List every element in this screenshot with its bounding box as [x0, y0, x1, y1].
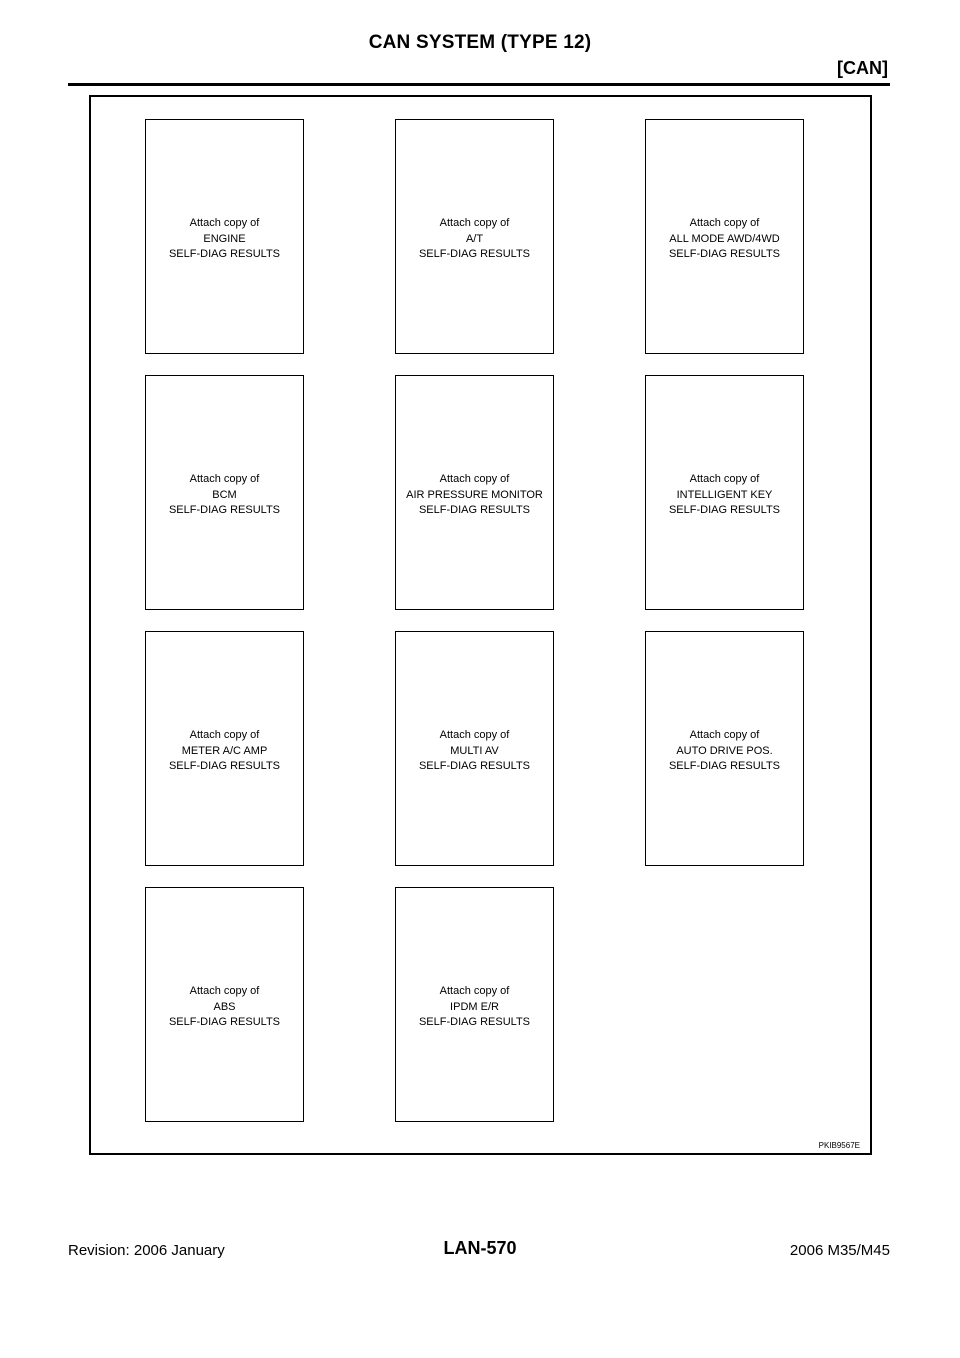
slot-text: [390, 728, 559, 775]
slot-line: Attach copy of: [189, 217, 260, 229]
slot-module-name: AUTO DRIVE POS.: [676, 744, 773, 757]
slot-module-name: METER A/C AMP: [181, 744, 268, 757]
slot-line: SELF-DIAG RESULTS: [168, 1016, 281, 1028]
slot-line: SELF-DIAG RESULTS: [418, 760, 531, 772]
attach-slot-intelligent-key: [645, 375, 804, 610]
header-rule: [68, 83, 890, 86]
slot-text: [640, 216, 809, 263]
slot-text: [640, 472, 809, 519]
slot-module-name: BCM: [212, 488, 237, 501]
slot-module-name: A/T: [465, 232, 484, 245]
slot-module-name: IPDM E/R: [450, 1000, 499, 1013]
slot-text: [140, 216, 309, 263]
slot-line: SELF-DIAG RESULTS: [668, 248, 781, 260]
slot-text: [140, 472, 309, 519]
footer-revision: Revision: 2006 January: [68, 1242, 225, 1259]
slot-text: [390, 216, 559, 263]
attach-slot-multi-av: [395, 631, 554, 866]
slot-line: Attach copy of: [689, 473, 760, 485]
slot-line: Attach copy of: [189, 729, 260, 741]
attach-slot-at: [395, 119, 554, 354]
slot-line: Attach copy of: [439, 729, 510, 741]
slot-text: [140, 984, 309, 1031]
slot-line: SELF-DIAG RESULTS: [418, 504, 531, 516]
slot-line: SELF-DIAG RESULTS: [168, 760, 281, 772]
attach-slot-abs: [145, 887, 304, 1122]
attach-slot-auto-drive-pos: [645, 631, 804, 866]
slot-line: SELF-DIAG RESULTS: [668, 760, 781, 772]
slot-module-name: ABS: [213, 1000, 236, 1013]
footer-model: 2006 M35/M45: [789, 1242, 890, 1259]
attach-slot-all-mode-awd-4wd: [645, 119, 804, 354]
attach-slot-engine: [145, 119, 304, 354]
slot-line: Attach copy of: [439, 473, 510, 485]
slot-module-name: AIR PRESSURE MONITOR: [406, 488, 543, 501]
slot-module-name: ALL MODE AWD/4WD: [669, 232, 780, 245]
slot-module-name: INTELLIGENT KEY: [676, 488, 773, 501]
attach-slot-meter-ac-amp: [145, 631, 304, 866]
attach-slot-bcm: [145, 375, 304, 610]
slot-text: [390, 984, 559, 1031]
slot-line: SELF-DIAG RESULTS: [418, 1016, 531, 1028]
figure-frame: [89, 95, 872, 1155]
slot-line: Attach copy of: [189, 985, 260, 997]
attach-slot-air-pressure-monitor: [395, 375, 554, 610]
slot-text: [640, 728, 809, 775]
slot-line: Attach copy of: [689, 217, 760, 229]
slot-line: SELF-DIAG RESULTS: [668, 504, 781, 516]
slot-line: Attach copy of: [189, 473, 260, 485]
slot-line: SELF-DIAG RESULTS: [418, 248, 531, 260]
page-title: CAN SYSTEM (TYPE 12): [368, 32, 592, 53]
figure-id: PKIB9567E: [818, 1141, 860, 1150]
slot-module-name: ENGINE: [203, 232, 246, 245]
slot-line: SELF-DIAG RESULTS: [168, 248, 281, 260]
slot-text: [140, 728, 309, 775]
section-tag: [CAN]: [837, 58, 888, 78]
slot-text: [390, 472, 559, 519]
slot-line: Attach copy of: [439, 985, 510, 997]
slot-line: SELF-DIAG RESULTS: [168, 504, 281, 516]
attach-slot-ipdm-er: [395, 887, 554, 1122]
slot-line: Attach copy of: [689, 729, 760, 741]
slot-line: Attach copy of: [439, 217, 510, 229]
footer-page-number: LAN-570: [443, 1238, 517, 1258]
slot-module-name: MULTI AV: [450, 744, 499, 757]
